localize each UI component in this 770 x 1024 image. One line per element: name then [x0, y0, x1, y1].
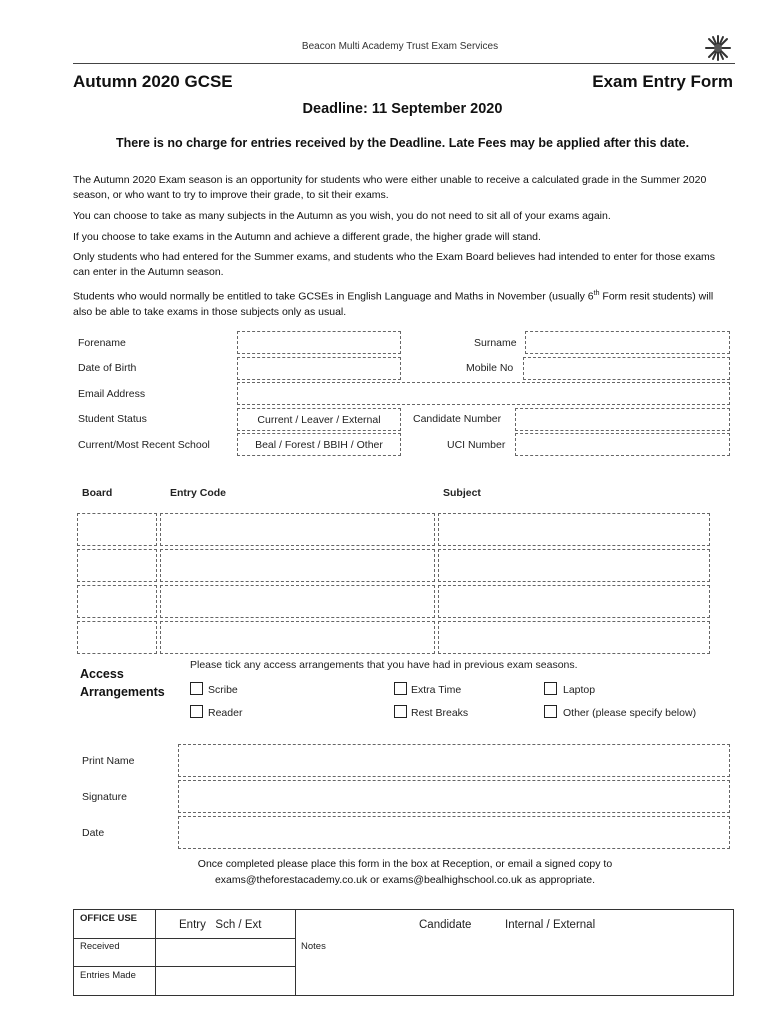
laptop-label: Laptop — [563, 684, 596, 696]
office-candidate-header: Candidate — [419, 919, 472, 931]
subject-field-4[interactable] — [438, 621, 710, 654]
forename-label: Forename — [78, 337, 126, 349]
laptop-checkbox[interactable] — [544, 682, 557, 695]
board-field-1[interactable] — [77, 513, 157, 546]
extra-time-label: Extra Time — [411, 684, 462, 696]
date-label: Date — [82, 827, 105, 839]
office-received-label: Received — [80, 941, 120, 952]
dob-field[interactable] — [237, 357, 401, 380]
form-title-left: Autumn 2020 GCSE — [73, 72, 233, 91]
subject-field-2[interactable] — [438, 549, 710, 582]
mobile-field[interactable] — [523, 357, 730, 380]
email-label: Email Address — [78, 388, 146, 400]
intro-paragraph-2: You can choose to take as many subjects in the Autumn as you wish, you do not need to sit all of your exams again. — [73, 210, 611, 222]
entry-code-field-3[interactable] — [160, 585, 435, 618]
office-col-divider-2 — [295, 910, 296, 995]
form-title-right: Exam Entry Form — [592, 72, 733, 91]
school-label: Current/Most Recent School — [78, 439, 210, 451]
deadline: Deadline: 11 September 2020 — [302, 101, 503, 117]
access-arrangements-heading: Access Arrangements — [80, 667, 165, 699]
email-field[interactable] — [237, 382, 730, 405]
print-name-field[interactable] — [178, 744, 730, 777]
intro-paragraph-3: If you choose to take exams in the Autumn and achieve a different grade, the higher grade will stand. — [73, 231, 541, 243]
office-row-divider-2 — [74, 966, 295, 967]
other-label: Other (please specify below) — [563, 707, 697, 719]
reader-label: Reader — [208, 707, 243, 719]
scribe-label: Scribe — [208, 684, 238, 696]
board-field-3[interactable] — [77, 585, 157, 618]
office-use-title: OFFICE USE — [80, 913, 138, 924]
reader-checkbox[interactable] — [190, 705, 203, 718]
entry-code-field-1[interactable] — [160, 513, 435, 546]
school-field[interactable] — [237, 433, 401, 456]
dob-label: Date of Birth — [78, 362, 137, 374]
uci-field[interactable] — [515, 433, 730, 456]
candidate-number-label: Candidate Number — [413, 413, 502, 425]
school-options: Beal / Forest / BBIH / Other — [255, 439, 383, 451]
intro-paragraph-4: Only students who had entered for the Summer exams, and students who the Exam Board believes had intended to enter for those exams can enter in the Autumn season. — [73, 251, 716, 278]
other-checkbox[interactable] — [544, 705, 557, 718]
office-entry-header: Entry Sch / Ext — [179, 919, 262, 931]
uci-label: UCI Number — [447, 439, 506, 451]
surname-label: Surname — [474, 337, 517, 349]
board-header: Board — [82, 487, 113, 499]
status-options: Current / Leaver / External — [257, 414, 381, 426]
office-entries-made-label: Entries Made — [80, 970, 136, 981]
board-field-2[interactable] — [77, 549, 157, 582]
candidate-number-field[interactable] — [515, 408, 730, 431]
intro-paragraph-1: The Autumn 2020 Exam season is an opportunity for students who were either unable to receive a calculated grade in the Summer 2020 season, or who want to try to improve their grade, to sit their exams. — [73, 174, 707, 201]
office-internal-external-header: Internal / External — [505, 919, 596, 931]
star-burst-logo-icon — [704, 34, 732, 62]
forename-field[interactable] — [237, 331, 401, 354]
subject-field-3[interactable] — [438, 585, 710, 618]
board-field-4[interactable] — [77, 621, 157, 654]
access-instruction: Please tick any access arrangements that you have had in previous exam seasons. — [190, 659, 578, 671]
completion-line-1: Once completed please place this form in the box at Reception, or email a signed copy to — [197, 858, 613, 870]
office-use-table — [73, 909, 734, 996]
rest-breaks-label: Rest Breaks — [411, 707, 469, 719]
subject-header: Subject — [443, 487, 481, 499]
header-rule — [73, 63, 735, 64]
office-notes-label: Notes — [301, 941, 326, 952]
signature-field[interactable] — [178, 780, 730, 813]
print-name-label: Print Name — [82, 755, 135, 767]
date-field[interactable] — [178, 816, 730, 849]
entry-code-header: Entry Code — [170, 487, 227, 499]
scribe-checkbox[interactable] — [190, 682, 203, 695]
status-field[interactable] — [237, 408, 401, 431]
extra-time-checkbox[interactable] — [394, 682, 407, 695]
rest-breaks-checkbox[interactable] — [394, 705, 407, 718]
mobile-label: Mobile No — [466, 362, 514, 374]
intro-paragraph-5: Students who would normally be entitled to take GCSEs in English Language and Maths in November (usually 6th Form resit students) will also be able to take exams in those subjects only as usual. — [73, 290, 714, 318]
entry-code-field-2[interactable] — [160, 549, 435, 582]
organisation-header: Beacon Multi Academy Trust Exam Services — [301, 41, 499, 52]
completion-line-2: exams@theforestacademy.co.uk or exams@bealhighschool.co.uk as appropriate. — [214, 874, 596, 886]
fee-notice: There is no charge for entries received by the Deadline. Late Fees may be applied after this date. — [115, 136, 690, 150]
office-row-divider-1 — [74, 938, 295, 939]
entry-code-field-4[interactable] — [160, 621, 435, 654]
office-col-divider-1 — [155, 910, 156, 995]
status-label: Student Status — [78, 413, 147, 425]
signature-label: Signature — [82, 791, 127, 803]
surname-field[interactable] — [525, 331, 730, 354]
subject-field-1[interactable] — [438, 513, 710, 546]
